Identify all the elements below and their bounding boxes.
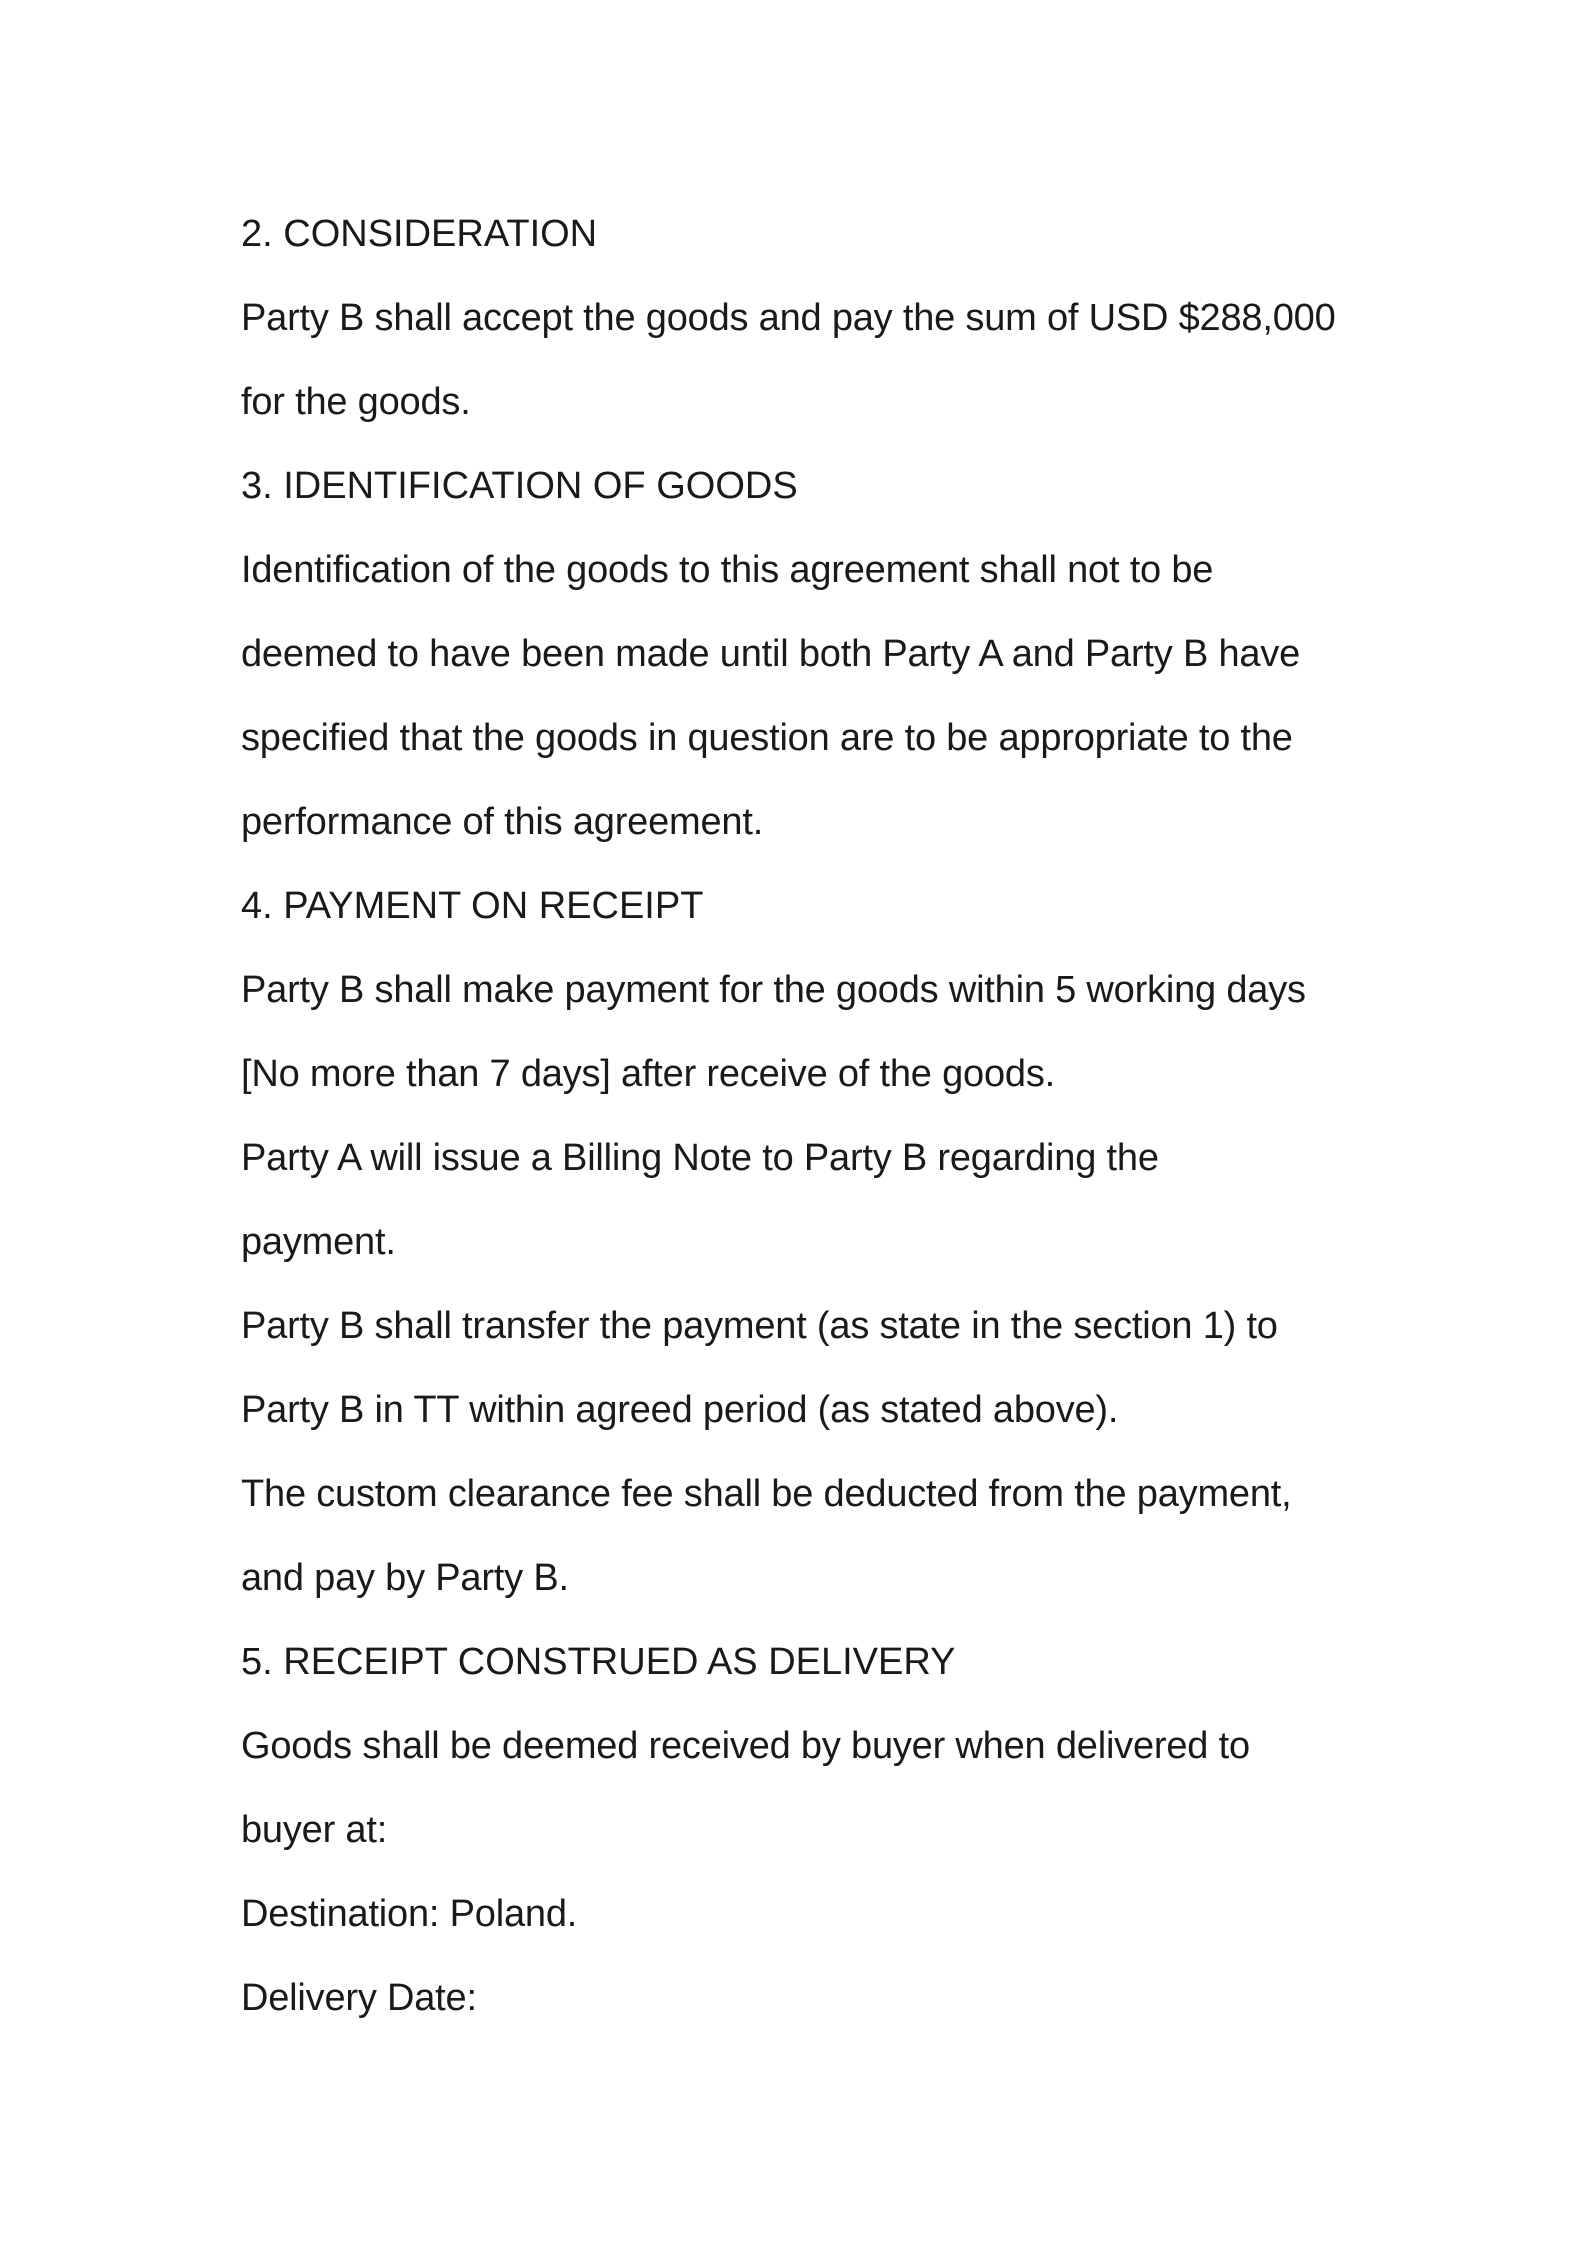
paragraph-line: and pay by Party B. [241, 1557, 569, 1599]
paragraph-line: deemed to have been made until both Party A and Party B have [241, 633, 1301, 675]
delivery-date-line: Delivery Date: [241, 1977, 477, 2019]
section-heading: 3. IDENTIFICATION OF GOODS [241, 465, 798, 507]
section-heading: 2. CONSIDERATION [241, 213, 598, 255]
paragraph-line: performance of this agreement. [241, 801, 764, 843]
paragraph-line: Party A will issue a Billing Note to Party B regarding the [241, 1137, 1159, 1179]
paragraph-line: for the goods. [241, 381, 471, 423]
destination-line: Destination: Poland. [241, 1893, 578, 1935]
paragraph-line: The custom clearance fee shall be deducted from the payment, [241, 1473, 1292, 1515]
paragraph-line: Party B in TT within agreed period (as stated above). [241, 1389, 1119, 1431]
paragraph-line: Goods shall be deemed received by buyer when delivered to [241, 1725, 1250, 1767]
paragraph-line: Party B shall accept the goods and pay the sum of USD $288,000 [241, 297, 1336, 339]
section-receipt-construed-as-delivery [241, 1620, 1361, 2040]
paragraph-line: payment. [241, 1221, 396, 1263]
paragraph-line: [No more than 7 days] after receive of the goods. [241, 1053, 1055, 1095]
section-heading: 4. PAYMENT ON RECEIPT [241, 885, 704, 927]
section-identification-of-goods [241, 444, 1361, 864]
paragraph-line: Identification of the goods to this agreement shall not to be [241, 549, 1214, 591]
document-body [241, 192, 1361, 2040]
paragraph-line: buyer at: [241, 1809, 388, 1851]
paragraph-line: Party B shall transfer the payment (as state in the section 1) to [241, 1305, 1278, 1347]
paragraph-line: Party B shall make payment for the goods within 5 working days [241, 969, 1306, 1011]
section-consideration [241, 192, 1361, 444]
paragraph-line: specified that the goods in question are to be appropriate to the [241, 717, 1293, 759]
section-payment-on-receipt [241, 864, 1361, 1620]
section-heading: 5. RECEIPT CONSTRUED AS DELIVERY [241, 1641, 956, 1683]
